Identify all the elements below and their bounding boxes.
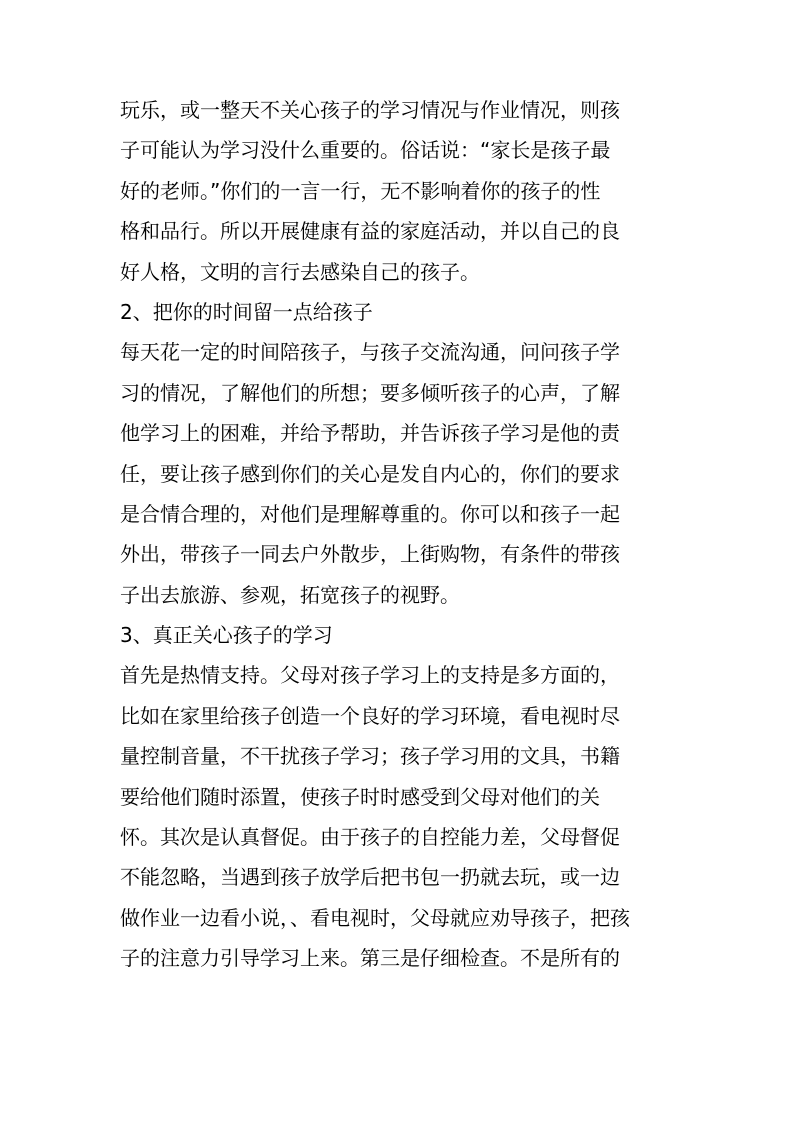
- text-line-21: 做作业一边看小说，、看电视时，父母就应劝导孩子，把孩: [120, 905, 630, 930]
- section-heading-3: 3、真正关心孩子的学习: [120, 623, 333, 648]
- text-line-20: 不能忽略，当遇到孩子放学后把书包一扔就去玩，或一边: [120, 865, 620, 890]
- text-line-5: 好人格，文明的言行去感染自己的孩子。: [120, 259, 480, 284]
- text-line-9: 他学习上的困难，并给予帮助，并告诉孩子学习是他的责: [120, 421, 620, 446]
- text-line-3: 好的老师。”你们的一言一行，无不影响着你的孩子的性: [120, 178, 601, 203]
- text-line-2: 子可能认为学习没什么重要的。俗话说：“家长是孩子最: [120, 138, 611, 163]
- document-body: [120, 90, 690, 979]
- text-line-15: 首先是热情支持。父母对孩子学习上的支持是多方面的，: [120, 663, 620, 688]
- text-line-17: 量控制音量，不干扰孩子学习；孩子学习用的文具，书籍: [120, 744, 620, 769]
- text-line-22: 子的注意力引导学习上来。第三是仔细检查。不是所有的: [120, 946, 620, 971]
- text-line-18: 要给他们随时添置，使孩子时时感受到父母对他们的关: [120, 784, 600, 809]
- text-line-13: 子出去旅游、参观，拓宽孩子的视野。: [120, 582, 460, 607]
- text-line-12: 外出，带孩子一同去户外散步，上街购物，有条件的带孩: [120, 542, 620, 567]
- text-line-7: 每天花一定的时间陪孩子，与孩子交流沟通，问问孩子学: [120, 340, 620, 365]
- text-line-8: 习的情况，了解他们的所想；要多倾听孩子的心声，了解: [120, 380, 620, 405]
- text-line-1: 玩乐，或一整天不关心孩子的学习情况与作业情况，则孩: [120, 98, 620, 122]
- text-line-10: 任，要让孩子感到你们的关心是发自内心的，你们的要求: [120, 461, 620, 486]
- section-heading-2: 2、把你的时间留一点给孩子: [120, 299, 373, 324]
- text-line-4: 格和品行。所以开展健康有益的家庭活动，并以自己的良: [120, 219, 620, 244]
- text-line-16: 比如在家里给孩子创造一个良好的学习环境，看电视时尽: [120, 703, 620, 728]
- text-line-19: 怀。其次是认真督促。由于孩子的自控能力差，父母督促: [120, 825, 620, 850]
- text-line-11: 是合情合理的，对他们是理解尊重的。你可以和孩子一起: [120, 501, 620, 526]
